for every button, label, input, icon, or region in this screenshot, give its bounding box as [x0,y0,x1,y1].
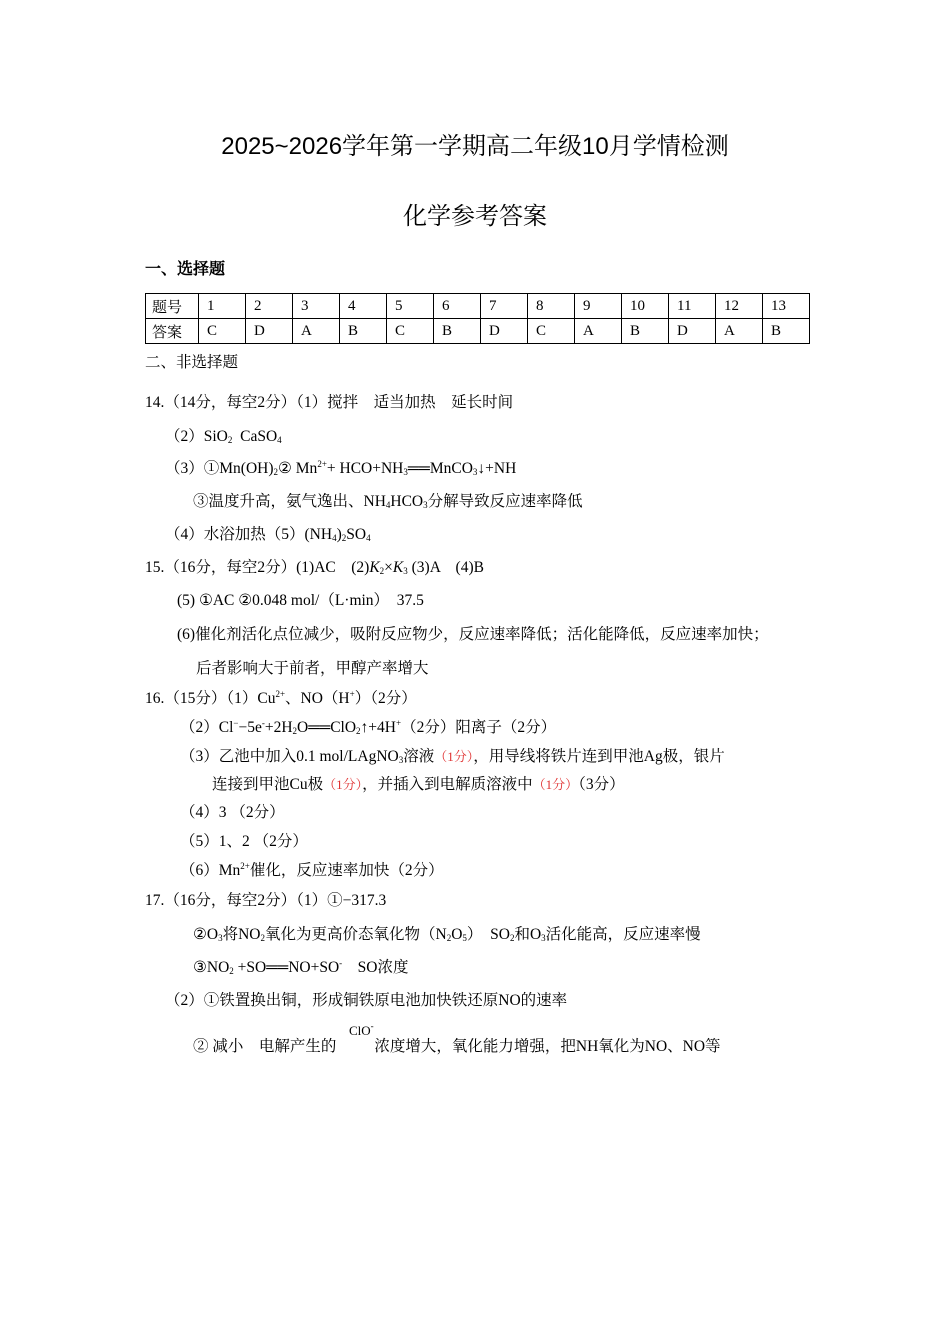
table-cell: B [763,319,810,344]
table-cell: 7 [481,294,528,319]
table-cell: 11 [669,294,716,319]
table-cell: B [434,319,481,344]
table-cell: D [246,319,293,344]
score-note: （1分） [323,777,363,792]
table-cell: 9 [575,294,622,319]
table-cell: B [622,319,669,344]
table-cell: 4 [340,294,387,319]
q16-heading: 16.（15分）$(1)Cu^{2+}$、NO（H+）（2分） [145,689,417,707]
q17-part2-1: （2）①铁置换出铜，形成铜铁原电池加快铁还原NO的速率 [165,992,568,1009]
table-cell: D [481,319,528,344]
table-header-label: 题号 [146,294,199,319]
section-heading-nonchoice: 二、非选择题 [145,354,239,371]
q15-part6: (6)催化剂活化点位减少，吸附反应物少，反应速率降低；活化能降低，反应速率加快； [177,626,769,643]
q16-part3: （3）乙池中加入0.1 mol/LAgNO$_3$溶液（1分），用导线将铁片连到甲池Ag极，银片 [180,748,725,765]
q17-heading: 17.（16分，每空2分）（1）①−317.3 [145,892,387,909]
table-cell: 10 [622,294,669,319]
q14-part3-note: ③温度升高，氨气逸出、$NH_4HCO_3$分解导致反应速率降低 [193,493,583,510]
q17-part1-2: $②O_3$将$NO_2$氧化为更高价态氧化物$(N_2O_5)$ $SO_2$和$O_3$活化能高，反应速率慢 [193,926,701,943]
answer-table [145,293,810,344]
q16-part6: $(6)Mn^{2+}$催化，反应速率加快（2分） [180,861,444,879]
table-cell: C [387,319,434,344]
q16-part5: （5）1、2 （2分） [180,833,308,850]
document-title: 2025~2026学年第一学期高二年级10月学情检测 [221,133,729,160]
q14-part4: （4）水浴加热$(5)(NH_4)_2SO_4$ [165,526,371,543]
q16-part2: $(2)Cl^--5e^-+2H_2O══ClO_2↑+4H^+(2$分）阳离子（2分） [180,718,557,736]
q16-part4: （4）3 （2分） [180,804,285,821]
score-note: （1分） [434,749,474,764]
table-cell: 2 [246,294,293,319]
table-cell: 13 [763,294,810,319]
table-cell: 8 [528,294,575,319]
table-answer-label: 答案 [146,319,199,344]
q17-part1-3: $③NO_2$ +SO══NO+SO- SO浓度 [193,958,409,976]
table-cell: 3 [293,294,340,319]
q15-part6-cont: 后者影响大于前者，甲醇产率增大 [196,660,429,677]
clo-label: ClO- [349,1021,374,1038]
score-note: （1分） [532,777,579,792]
table-cell: 6 [434,294,481,319]
q16-part3-cont: 连接到甲池Cu极（1分），并插入到电解质溶液中（1分）（3分） [212,776,625,793]
table-cell: 5 [387,294,434,319]
q14-heading: 14.（14分，每空2分）（1）搅拌 适当加热 延长时间 [145,394,514,411]
q14-part3: $(3)①Mn(OH)_2②$ $Mn^{2+}+$ $HCO+NH_3══MnCO_3↓+NH$ [165,459,517,477]
table-cell: A [716,319,763,344]
table-cell: C [199,319,246,344]
q15-part5: (5) ①AC ②0.048 mol/（L·min） 37.5 [177,592,424,609]
document-subtitle: 化学参考答案 [403,203,547,230]
table-cell: D [669,319,716,344]
q17-part2-2: ② 减小 电解产生的 浓度增大，氧化能力增强，把NH氧化为NO、NO等 [193,1038,721,1055]
table-cell: A [293,319,340,344]
q15-heading: 15.（16分，每空2分）(1)AC $(2)K_2\times K_3$ (3)A (4)B [145,559,484,576]
section-heading-choice: 一、选择题 [145,261,226,278]
table-cell: B [340,319,387,344]
table-row-numbers [146,294,810,319]
table-row-answers [146,319,810,344]
table-cell: C [528,319,575,344]
table-cell: 1 [199,294,246,319]
q14-part2: （2）SiO$_2$ CaSO$_4$ [165,428,282,445]
table-cell: 12 [716,294,763,319]
table-cell: A [575,319,622,344]
